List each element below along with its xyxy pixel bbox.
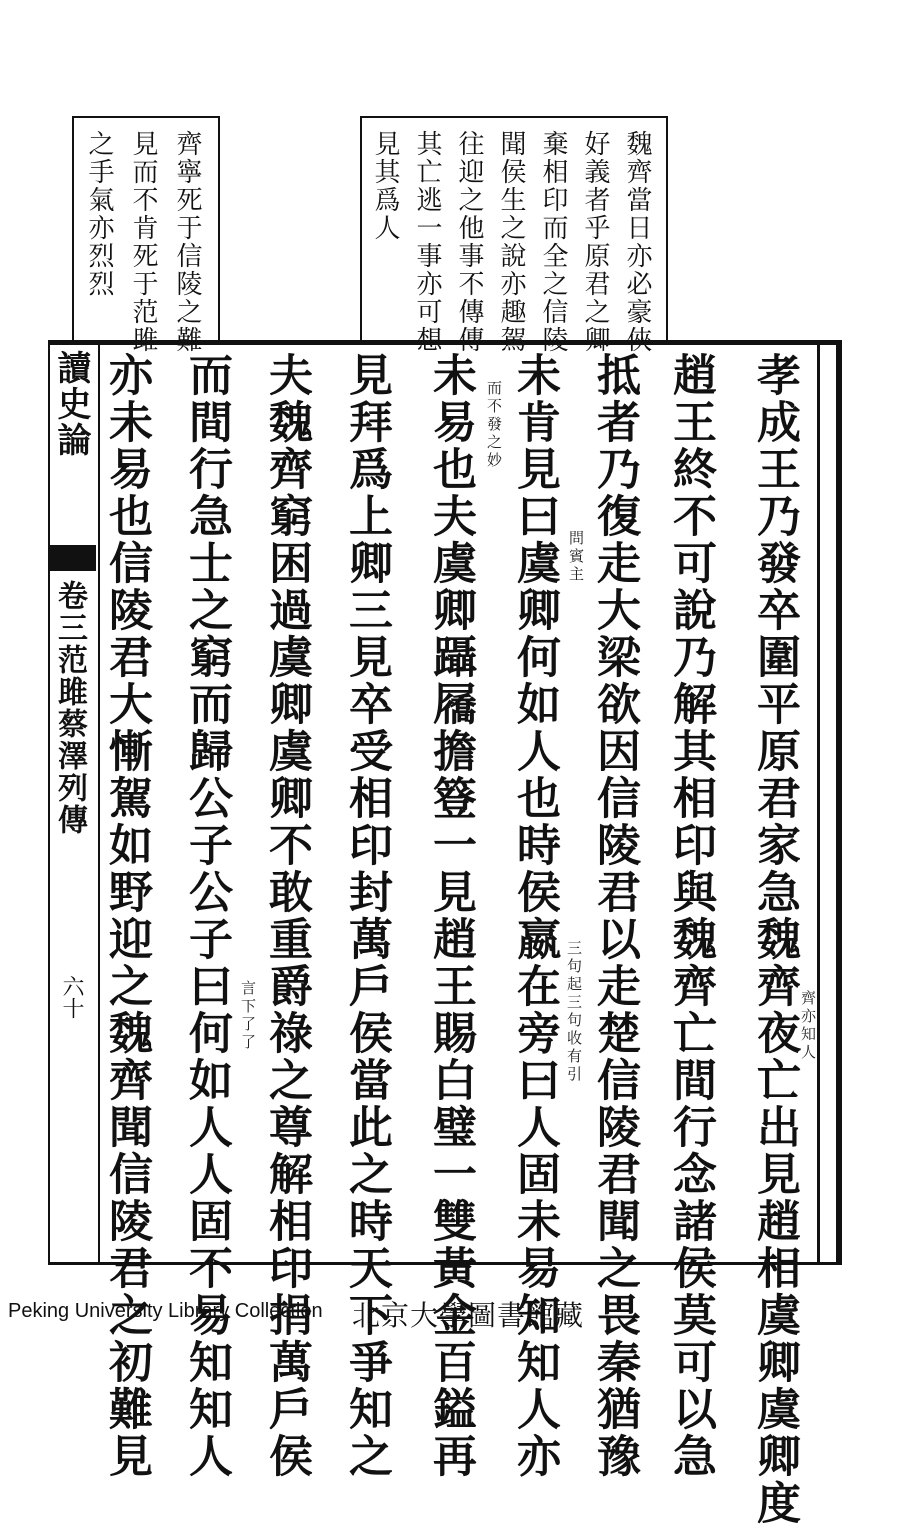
right-note-column-3: 棄相印而全之信陵: [538, 130, 568, 354]
main-column-3: 抵者乃復走大梁欲因信陵君以走楚信陵君聞之畏秦猶豫: [589, 352, 640, 1480]
interlinear-note-2: 問賓主: [567, 530, 585, 584]
right-note-column-7: 見其爲人: [370, 130, 400, 242]
margin-book-title: 讀史論: [51, 350, 91, 458]
margin-rule: [98, 340, 100, 1265]
left-annotation-box: [72, 116, 220, 354]
interlinear-note-4: 而不發之妙: [485, 380, 503, 470]
right-note-column-2: 好義者乎原君之卿: [580, 130, 610, 354]
left-note-column-2: 見而不肯死于范雎: [128, 130, 158, 354]
right-note-column-1: 魏齊當日亦必豪俠: [622, 130, 652, 354]
margin-fish-tail-block: [50, 545, 96, 571]
main-column-2: 趙王終不可說乃解其相印與魏齊亡間行念諸侯莫可以急: [665, 352, 716, 1480]
main-column-8: 而間行急士之窮而歸公子公子曰何如人人固不易知知人: [181, 352, 232, 1480]
margin-chapter-title: 卷三范雎蔡澤列傳: [52, 580, 87, 836]
main-column-6: 見拜爲上卿三見卒受相印封萬戶侯當此之時天下爭知之: [341, 352, 392, 1480]
main-column-9: 亦未易也信陵君大慚駕如野迎之魏齊聞信陵君之初難見: [101, 352, 152, 1480]
main-column-5: 未易也夫虞卿躡屩擔簦一見趙王賜白璧一雙黃金百鎰再: [425, 352, 476, 1480]
interlinear-note-1: 齊亦知人: [799, 990, 817, 1062]
main-column-1: 孝成王乃發卒圍平原君家急魏齊夜亡出見趙相虞卿虞卿度: [749, 352, 800, 1527]
frame-inner-rule: [817, 340, 820, 1265]
right-annotation-box: [360, 116, 668, 354]
right-note-column-5: 往迎之他事不傳傳: [454, 130, 484, 354]
right-note-column-4: 聞侯生之說亦趣駕: [496, 130, 526, 354]
right-note-column-6: 其亡逃一事亦可想: [412, 130, 442, 354]
footer-collection-english: Peking University Library Collection: [8, 1300, 323, 1322]
interlinear-note-3: 三句起三句收有引: [565, 940, 583, 1084]
footer-collection-chinese: 北京大學圖書館藏: [352, 1299, 585, 1332]
page-number: 六十: [59, 975, 84, 1019]
left-note-column-1: 齊寧死于信陵之難: [172, 130, 202, 354]
interlinear-note-5: 言下了了: [239, 980, 257, 1052]
main-column-7: 夫魏齊窮困過虞卿虞卿不敢重爵祿之尊解相印捐萬戶侯: [261, 352, 312, 1480]
main-column-4: 未肯見曰虞卿何如人也時侯嬴在旁曰人固未易知知人亦: [509, 352, 560, 1480]
left-note-column-3: 之手氣亦烈烈: [84, 130, 114, 298]
